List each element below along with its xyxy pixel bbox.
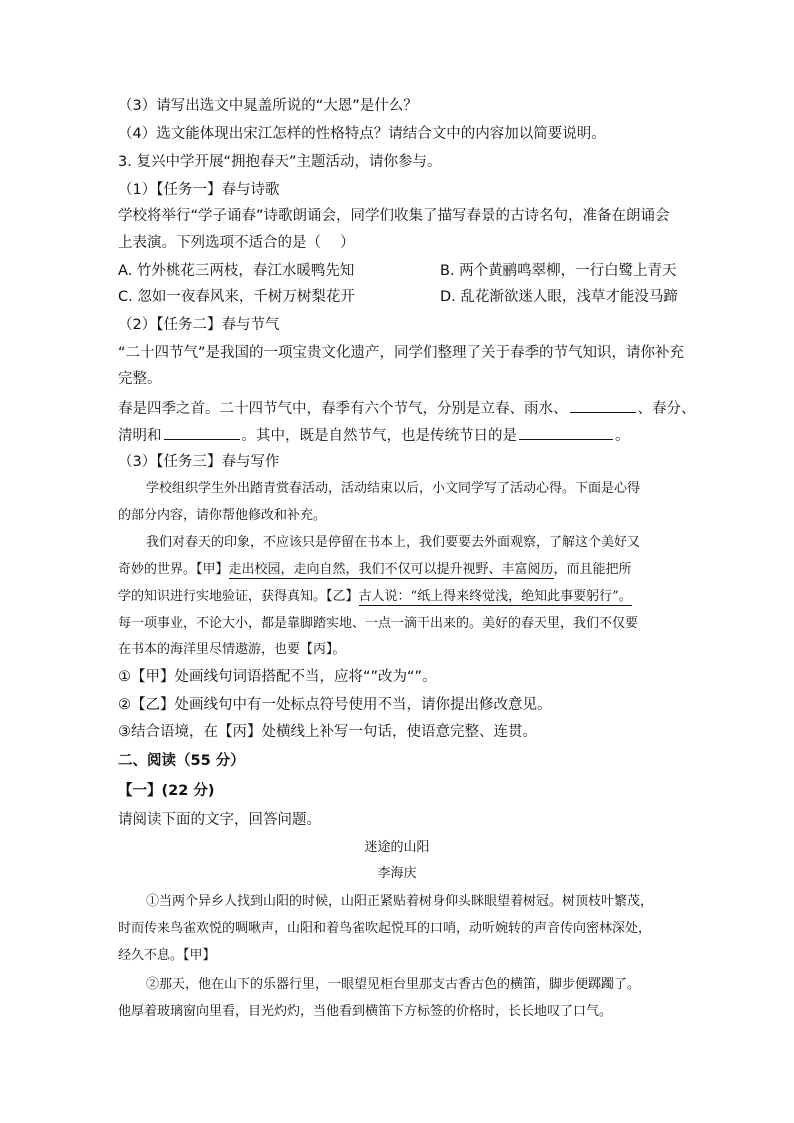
option-b: B. 两个黄鹂鸣翠柳，一行白鹭上青天 bbox=[440, 263, 677, 279]
subquestion-3: ③结合语境，在【丙】处横线上补写一句话，使语意完整、连贯。 bbox=[118, 724, 537, 740]
fill-text-b: 、春分、 bbox=[637, 401, 696, 417]
fill-blank-3[interactable] bbox=[519, 425, 613, 440]
part-1-heading: 【一】(22 分) bbox=[118, 783, 215, 799]
task3-p1-line1: 学校组织学生外出踏青赏春活动，活动结束以后，小文同学写了活动心得。下面是心得 bbox=[146, 481, 641, 496]
task-intro: 3. 复兴中学开展“拥抱春天”主题活动，请你参与。 bbox=[118, 154, 442, 170]
yi-label: 学的知识进行实地验证，获得真知。【乙】 bbox=[118, 589, 359, 604]
task2-desc-line1: “二十四节气”是我国的一项宝贵文化遗产，同学们整理了关于春季的节气知识，请你补充 bbox=[118, 345, 685, 361]
option-d: D. 乱花渐欲迷人眼，浅草才能没马蹄 bbox=[440, 289, 678, 305]
task1-desc-line2: 上表演。下列选项不适合的是（ ） bbox=[118, 235, 355, 251]
article-author: 李海庆 bbox=[377, 866, 417, 881]
task2-fill-line1 bbox=[118, 398, 696, 419]
fill-text-a: 春是四季之首。二十四节气中，春季有六个节气，分别是立春、雨水、 bbox=[118, 401, 568, 417]
fill-text-d: 。其中，既是自然节气，也是传统节日的是 bbox=[241, 428, 517, 444]
jia-label: 奇妙的世界。【甲】 bbox=[118, 562, 229, 577]
option-c: C. 忽如一夜春风来，千树万树梨花开 bbox=[118, 289, 355, 305]
jia-underlined-sentence: 走出校园，走向自然，我们不仅可以提升视野、丰富阅历 bbox=[228, 562, 554, 577]
task3-p2-line5: 在书本的海洋里尽情遨游，也要【丙】。 bbox=[118, 642, 346, 657]
task1-options-row2 bbox=[118, 287, 678, 307]
task1-desc-line1: 学校将举行“学子诵春”诗歌朗诵会，同学们收集了描写春景的古诗名句，准备在朗诵会 bbox=[118, 208, 670, 224]
task3-p1-line2: 的部分内容，请你帮他修改和补充。 bbox=[118, 508, 327, 523]
task2-desc-line2: 完整。 bbox=[118, 371, 162, 387]
jia-rest: ，而且能把所 bbox=[553, 562, 632, 577]
task3-p2-line3 bbox=[118, 587, 678, 607]
subquestion-1: ①【甲】处画线句词语搭配不当，应将“”改为“”。 bbox=[118, 669, 437, 685]
article-title: 迷途的山阳 bbox=[364, 840, 430, 855]
task1-options-row1 bbox=[118, 261, 678, 281]
reading-intro: 请阅读下面的文字，回答问题。 bbox=[118, 812, 321, 828]
fill-text-e: 。 bbox=[615, 428, 630, 444]
section-2-heading: 二、阅读（55 分） bbox=[118, 753, 245, 769]
article-p1-line1: ①当两个异乡人找到山阳的时候，山阳正紧贴着树身仰头眯眼望着树冠。树顶枝叶繁茂， bbox=[146, 894, 654, 909]
yi-underlined-sentence: 古人说：“纸上得来终觉浅，绝知此事要躬行”。 bbox=[358, 589, 632, 604]
article-p1-line2: 时而传来鸟雀欢悦的啁啾声，山阳和着鸟雀吹起悦耳的口哨，动听婉转的声音传向密林深处， bbox=[118, 921, 652, 936]
article-p2-line2: 他厚着玻璃窗向里看，目光灼灼，当他看到横笛下方标签的价格时，长长地叹了口气。 bbox=[118, 1004, 613, 1019]
question-4: （4）选文能体现出宋江怎样的性格特点？请结合文中的内容加以简要说明。 bbox=[118, 126, 606, 142]
task3-title: （3）【任务三】春与写作 bbox=[118, 454, 280, 470]
task2-title: （2）【任务二】春与节气 bbox=[118, 317, 280, 333]
task3-p2-line2 bbox=[118, 560, 678, 580]
task1-title: （1）【任务一】春与诗歌 bbox=[118, 182, 280, 198]
article-p1-line3: 经久不息。【甲】 bbox=[118, 948, 216, 963]
task3-p2-line4: 每一项事业，不论大小，都是靠脚踏实地、一点一滴干出来的。美好的春天里，我们不仅要 bbox=[118, 616, 639, 631]
fill-text-c: 清明和 bbox=[118, 428, 162, 444]
option-a: A. 竹外桃花三两枝，春江水暖鸭先知 bbox=[118, 263, 355, 279]
subquestion-2: ②【乙】处画线句中有一处标点符号使用不当，请你提出修改意见。 bbox=[118, 697, 552, 713]
article-p2-line1: ②那天，他在山下的乐器行里，一眼望见柜台里那支古香古色的横笛，脚步便踯躅了。 bbox=[146, 977, 641, 992]
fill-blank-1[interactable] bbox=[570, 398, 636, 413]
question-3: （3）请写出选文中晁盖所说的“大恩”是什么？ bbox=[118, 98, 418, 114]
task2-fill-line2 bbox=[118, 425, 678, 446]
fill-blank-2[interactable] bbox=[164, 425, 240, 440]
task3-p2-line1: 我们对春天的印象，不应该只是停留在书本上，我们要要去外面观察，了解这个美好又 bbox=[146, 535, 641, 550]
